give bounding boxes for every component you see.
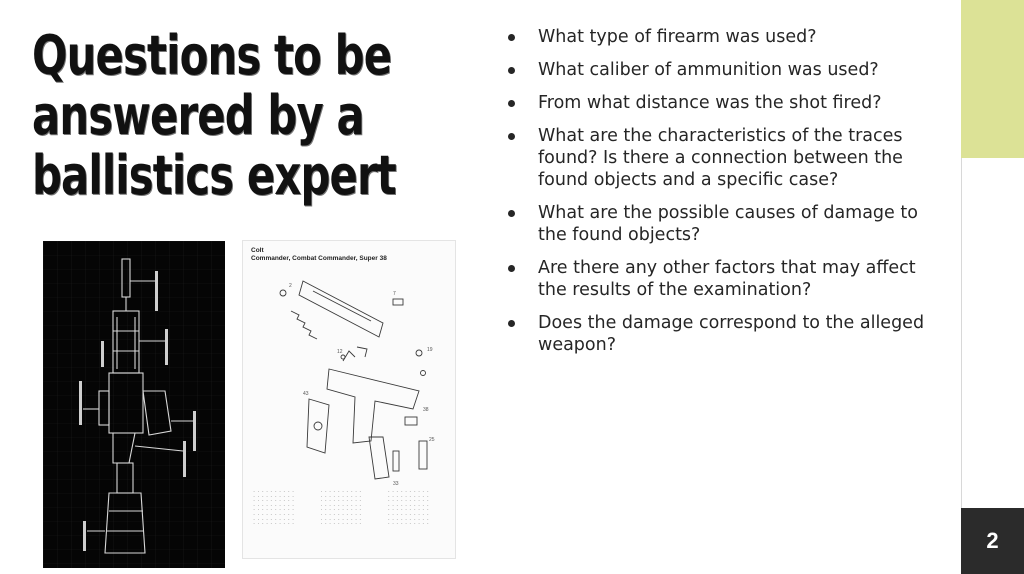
questions-list — [506, 26, 926, 367]
svg-text:19: 19 — [427, 347, 433, 353]
rifle-schematic-icon — [43, 241, 225, 568]
list-item — [506, 59, 926, 81]
bullet-icon — [508, 100, 515, 107]
rifle-schematic-image — [43, 241, 225, 568]
list-item — [506, 26, 926, 48]
bullet-icon — [508, 210, 515, 217]
list-item-text: From what distance was the shot fired? — [538, 93, 882, 113]
svg-text:12: 12 — [337, 349, 343, 355]
bullet-icon — [508, 265, 515, 272]
list-item — [506, 257, 926, 301]
pistol-caption-line1: Colt — [251, 247, 264, 254]
pistol-caption-line2: Commander, Combat Commander, Super 38 — [251, 255, 387, 262]
svg-text:33: 33 — [393, 481, 399, 487]
svg-text:43: 43 — [303, 391, 309, 397]
list-item — [506, 312, 926, 356]
page-number: 2 — [961, 508, 1024, 574]
svg-text:2: 2 — [289, 283, 292, 289]
list-item-text: What are the characteristics of the traces found? Is there a connection between the found objects and a specific case? — [538, 126, 903, 190]
list-item — [506, 202, 926, 246]
bullet-icon — [508, 320, 515, 327]
list-item-text: What caliber of ammunition was used? — [538, 60, 879, 80]
list-item — [506, 92, 926, 114]
svg-text:7: 7 — [393, 291, 396, 297]
pistol-caption — [251, 247, 387, 263]
list-item-text: Are there any other factors that may affect the results of the examination? — [538, 258, 916, 300]
svg-text:38: 38 — [423, 407, 429, 413]
bullet-icon — [508, 34, 515, 41]
svg-text:25: 25 — [429, 437, 435, 443]
list-item-text: What type of firearm was used? — [538, 27, 817, 47]
list-item-text: Does the damage correspond to the alleged weapon? — [538, 313, 925, 355]
list-item — [506, 125, 926, 191]
bullet-icon — [508, 67, 515, 74]
accent-block — [961, 0, 1024, 158]
bullet-icon — [508, 133, 515, 140]
pistol-exploded-image — [243, 241, 455, 558]
list-item-text: What are the possible causes of damage to the found objects? — [538, 203, 918, 245]
parts-list: - - - - - - - - - - - - - - - - - - - - - - - - - - - - - - - - - - - - - - - - - - - - - - - - - - - - - - - - - - - - - - - - - - - - - - - - - - - - - - - - - - - - - - - - - - - - - - - - - - - - - - - - - - - - - - - - - - - - - - - - - - - - - - - - - - - - - - - - - - - - - - - - - - - - - - - - - - - - - - - - - - - - - - - - - - - - - - - - - - - - - - - - - - - - - - - - - - - - - - - - - - - - - - - - - - - - - - - - - - - - - - - - - - - - - - - - - - - - - - - - — [253, 489, 429, 526]
slide-title: Questions to be answered by a ballistics expert — [32, 24, 396, 207]
